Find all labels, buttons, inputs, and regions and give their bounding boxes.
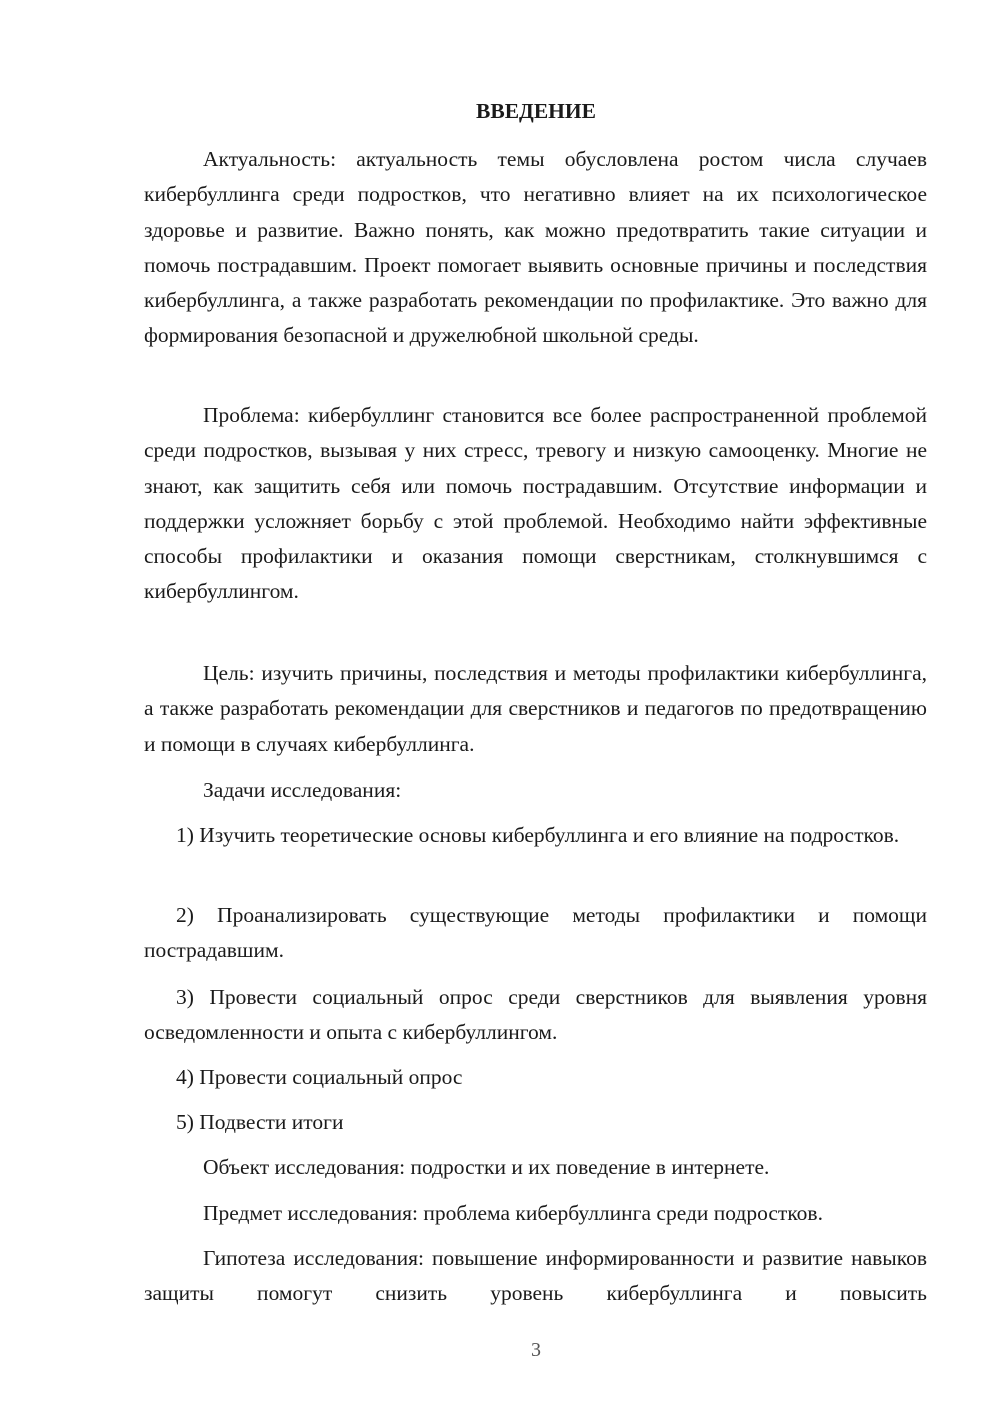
section-heading: ВВЕДЕНИЕ — [476, 99, 596, 123]
page-number: 3 — [531, 1339, 541, 1361]
paragraph-goal: Цель: изучить причины, последствия и методы профилактики кибербуллинга, а также разработать рекомендации для сверстников и педагогов по предотвращению и помощи в случаях кибербуллинга. — [144, 661, 927, 756]
research-object: Объект исследования: подростки и их поведение в интернете. — [203, 1155, 770, 1179]
paragraph-tasks-intro: Задачи исследования: — [203, 778, 402, 802]
task-item-5: 5) Подвести итоги — [176, 1110, 344, 1134]
task-item-1: 1) Изучить теоретические основы кибербуллинга и его влияние на подростков. — [176, 823, 900, 847]
task-item-2: 2) Проанализировать существующие методы профилактики и помощи пострадавшим. — [144, 903, 927, 963]
paragraph-relevance: Актуальность: актуальность темы обусловлена ростом числа случаев кибербуллинга среди подростков, что негативно влияет на их психологическое здоровье и развитие. Важно понять, как можно предотвратить такие ситуации и помочь пострадавшим. Проект помогает выявить основные причины и последствия кибербуллинга, а также разработать рекомендации по профилактике. Это важно для формирования безопасной и дружелюбной школьной среды. — [144, 147, 927, 348]
task-item-3: 3) Провести социальный опрос среди сверстников для выявления уровня осведомленности и опыта с кибербуллингом. — [144, 985, 927, 1045]
paragraph-problem: Проблема: кибербуллинг становится все более распространенной проблемой среди подростков, вызывая у них стресс, тревогу и низкую самооценку. Многие не знают, как защитить себя или помочь пострадавшим. Отсутствие информации и поддержки усложняет борьбу с этой проблемой. Необходимо найти эффективные способы профилактики и оказания помощи сверстникам, столкнувшимся с кибербуллингом. — [144, 403, 927, 604]
task-item-4: 4) Провести социальный опрос — [176, 1065, 463, 1089]
research-hypothesis: Гипотеза исследования: повышение информированности и развитие навыков защиты помогут снизить уровень кибербуллинга и повысить — [144, 1246, 927, 1306]
research-subject: Предмет исследования: проблема кибербуллинга среди подростков. — [203, 1201, 823, 1225]
